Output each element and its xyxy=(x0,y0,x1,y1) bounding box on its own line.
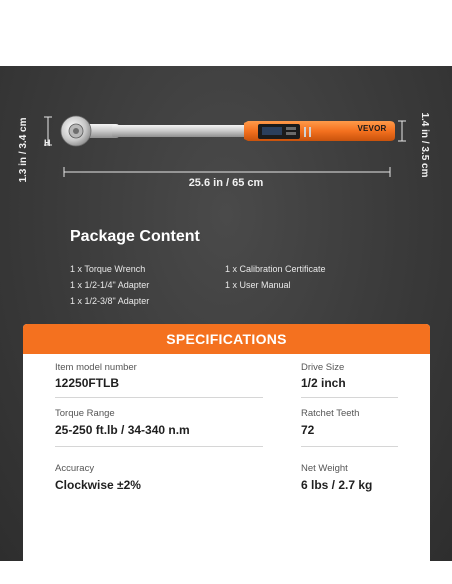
spec-label-torque-range: Torque Range xyxy=(55,408,115,419)
head-height-label: 1.3 in / 3.4 cm xyxy=(18,117,29,183)
spec-value-drive-size: 1/2 inch xyxy=(301,376,346,390)
length-label: 25.6 in / 65 cm xyxy=(188,177,264,189)
spec-value-net-weight: 6 lbs / 2.7 kg xyxy=(301,478,373,492)
package-item: 1 x 1/2-3/8" Adapter xyxy=(70,296,150,306)
spec-label-accuracy: Accuracy xyxy=(55,463,95,474)
head-height-bracket xyxy=(44,117,52,145)
spec-divider xyxy=(55,446,263,447)
spec-label-model: Item model number xyxy=(55,362,137,373)
spec-label-ratchet-teeth: Ratchet Teeth xyxy=(301,408,360,419)
handle-height-bracket xyxy=(398,121,406,141)
specifications-header: SPECIFICATIONS xyxy=(23,324,430,354)
package-content-title: Package Content xyxy=(70,228,200,245)
spec-label-net-weight: Net Weight xyxy=(301,463,348,474)
spec-value-accuracy: Clockwise ±2% xyxy=(55,478,141,492)
length-dimension-line xyxy=(64,167,390,177)
wrench-shaft xyxy=(112,125,247,137)
spec-label-drive-size: Drive Size xyxy=(301,362,345,373)
torque-wrench-illustration xyxy=(0,90,452,190)
head-height-letter: H xyxy=(44,138,51,148)
spec-divider xyxy=(55,397,263,398)
package-item: 1 x User Manual xyxy=(225,280,291,290)
package-item: 1 x Calibration Certificate xyxy=(225,264,326,274)
specifications-card xyxy=(23,324,430,561)
package-item: 1 x Torque Wrench xyxy=(70,264,146,274)
spec-value-ratchet-teeth: 72 xyxy=(301,423,315,437)
spec-divider xyxy=(301,446,398,447)
spec-divider xyxy=(301,397,398,398)
handle-height-label: 1.4 in / 3.5 cm xyxy=(419,112,430,178)
package-item: 1 x 1/2-1/4" Adapter xyxy=(70,280,150,290)
spec-value-torque-range: 25-250 ft.lb / 34-340 n.m xyxy=(55,423,190,437)
spec-value-model: 12250FTLB xyxy=(55,376,120,390)
brand-logo: VEVOR xyxy=(357,124,387,133)
